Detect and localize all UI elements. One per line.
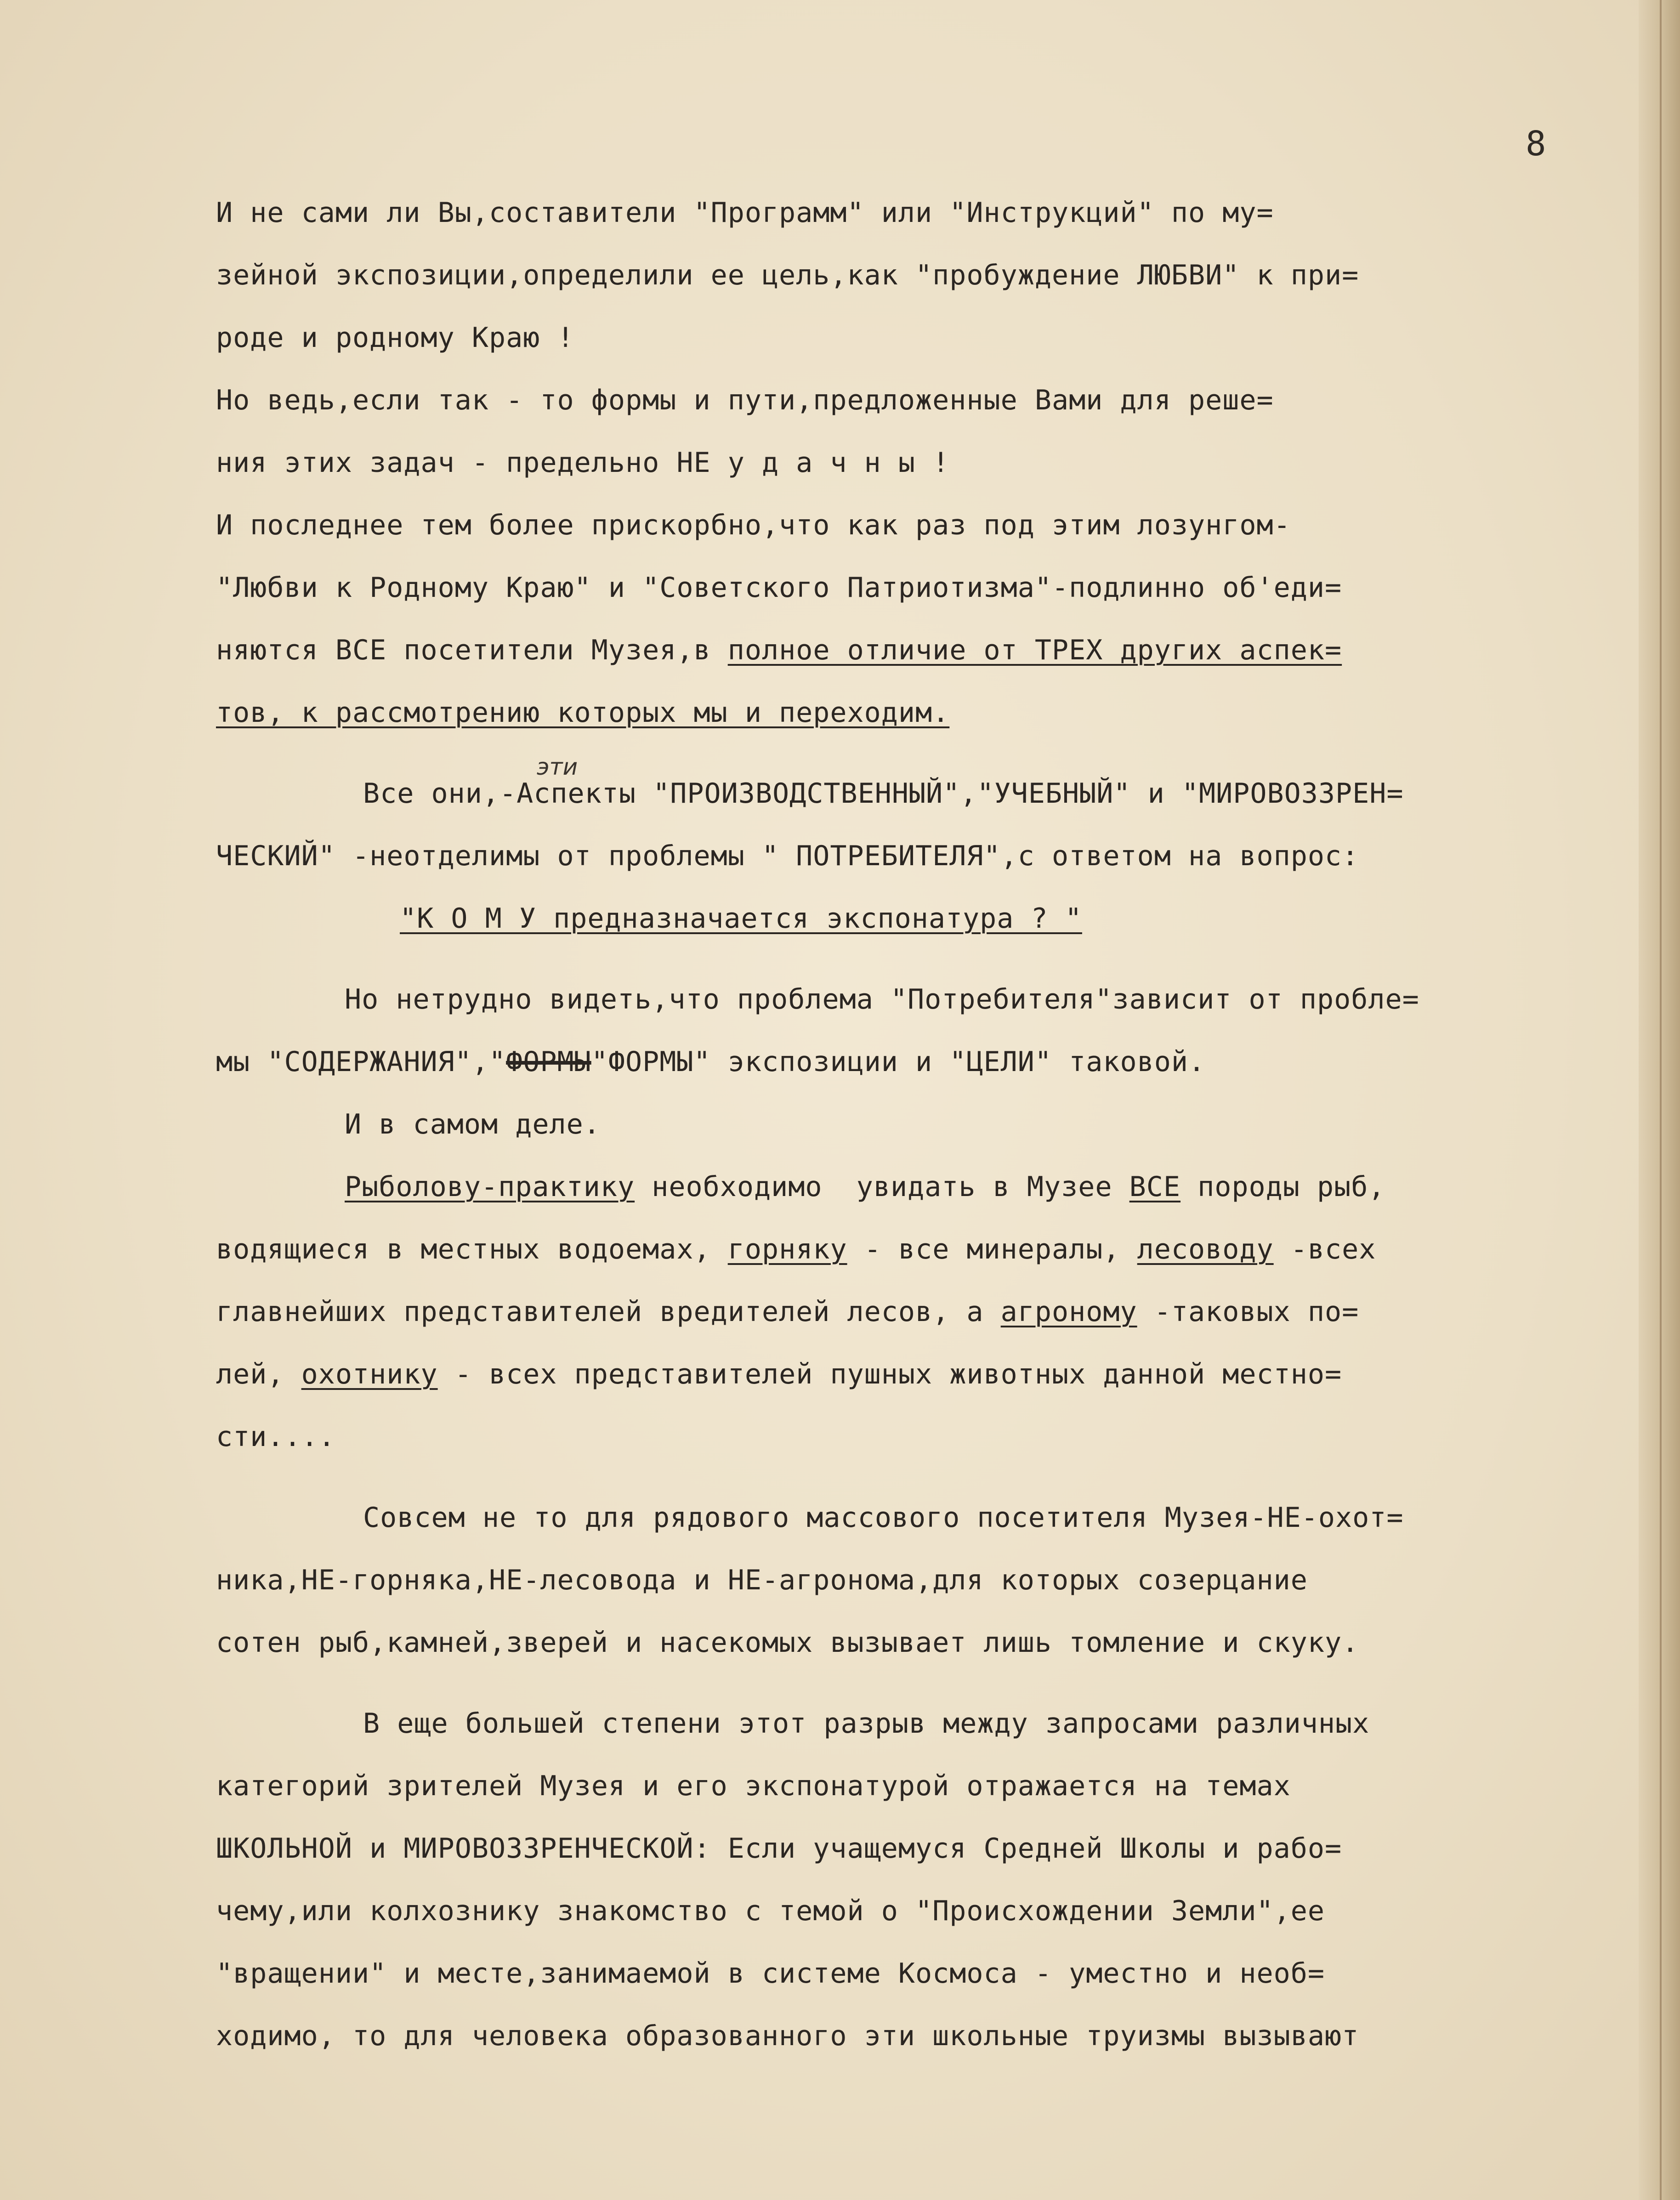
text-line xyxy=(216,619,1622,681)
text-span: -таковых по= xyxy=(1137,1296,1359,1328)
underlined-text: предназначается экспонатура ? " xyxy=(536,902,1082,935)
underlined-text: горняку xyxy=(727,1233,847,1265)
underlined-text: полное отличие от ТРЕХ других аспек= xyxy=(727,634,1342,666)
text-line: ЧЕСКИЙ" -неотделимы от проблемы " ПОТРЕБИТЕЛЯ",с ответом на вопрос: xyxy=(216,840,1359,872)
handwritten-insert: эти xyxy=(537,754,578,780)
text-line: сти.... xyxy=(216,1421,335,1453)
underlined-text: агроному xyxy=(1000,1296,1137,1328)
text-span: - всех представителей пушных животных данной местно= xyxy=(437,1358,1342,1390)
text-line xyxy=(216,1218,1622,1281)
text-span: необходимо увидать в Музее xyxy=(635,1171,1129,1203)
paragraph-gap xyxy=(216,1468,1622,1486)
text-line xyxy=(216,1343,1622,1406)
text-line xyxy=(216,1281,1622,1343)
text-line: "Любви к Родному Краю" и "Советского Патриотизма"-подлинно об'еди= xyxy=(216,572,1342,604)
text-span: "ФОРМЫ" экспозиции и "ЦЕЛИ" таковой. xyxy=(591,1046,1206,1078)
text-line: роде и родному Краю ! xyxy=(216,322,574,354)
underlined-text: Рыболову-практику xyxy=(345,1171,635,1203)
text-line: Совсем не то для рядового массового посетителя Музея-НЕ-охот= xyxy=(363,1502,1404,1534)
text-line xyxy=(216,1031,1622,1093)
text-span: водящиеся в местных водоемах, xyxy=(216,1233,728,1265)
text-span: лей, xyxy=(216,1358,301,1390)
text-line: чему,или колхознику знакомство с темой о "Происхождении Земли",ее xyxy=(216,1895,1325,1927)
paragraph-gap xyxy=(216,744,1622,762)
paragraph-gap xyxy=(216,950,1622,968)
underlined-text: "К О М У xyxy=(400,902,536,935)
typed-text xyxy=(216,181,1622,2067)
page-edge-line xyxy=(1660,0,1662,2200)
text-line: категорий зрителей Музея и его экспонатурой отражается на темах xyxy=(216,1770,1291,1802)
text-span: главнейших представителей вредителей лесов, а xyxy=(216,1296,1001,1328)
text-line xyxy=(216,1156,1622,1218)
underlined-line: тов, к рассмотрению которых мы и переходим. xyxy=(216,697,950,729)
underlined-text: ВСЕ xyxy=(1129,1171,1181,1203)
text-line: сотен рыб,камней,зверей и насекомых вызывает лишь томление и скуку. xyxy=(216,1627,1359,1659)
text-line xyxy=(216,887,1622,950)
text-span: няются ВСЕ посетители Музея,в xyxy=(216,634,728,666)
text-line: ШКОЛЬНОЙ и МИРОВОЗЗРЕНЧЕСКОЙ: Если учащемуся Средней Школы и рабо= xyxy=(216,1832,1342,1865)
text-line: И последнее тем более прискорбно,что как раз под этим лозунгом- xyxy=(216,509,1291,541)
text-line: ника,НЕ-горняка,НЕ-лесовода и НЕ-агронома,для которых созерцание xyxy=(216,1564,1308,1596)
text-line: В еще большей степени этот разрыв между запросами различных xyxy=(363,1707,1370,1740)
text-line: "вращении" и месте,занимаемой в системе Космоса - уместно и необ= xyxy=(216,1957,1325,1990)
text-line: зейной экспозиции,определили ее цель,как "пробуждение ЛЮБВИ" к при= xyxy=(216,259,1359,291)
text-span: -всех xyxy=(1273,1233,1376,1265)
text-line: Но ведь,если так - то формы и пути,предложенные Вами для реше= xyxy=(216,384,1274,416)
text-line: ходимо, то для человека образованного эти школьные труизмы вызывают xyxy=(216,2020,1359,2052)
text-line: И не сами ли Вы,составители "Программ" или "Инструкций" по му= xyxy=(216,197,1274,229)
underlined-text: лесоводу xyxy=(1137,1233,1274,1265)
page-edge xyxy=(1639,0,1680,2200)
struck-text: ФОРМЫ xyxy=(506,1046,591,1078)
page-number: 8 xyxy=(1526,124,1546,164)
text-line: Но нетрудно видеть,что проблема "Потребителя"зависит от пробле= xyxy=(345,983,1419,1015)
text-span: мы "СОДЕРЖАНИЯ"," xyxy=(216,1046,506,1078)
text-line: И в самом деле. xyxy=(345,1108,601,1140)
text-line: ния этих задач - предельно НЕ у д а ч н ы ! xyxy=(216,447,950,479)
text-span: породы рыб, xyxy=(1181,1171,1385,1203)
paragraph-gap xyxy=(216,1674,1622,1692)
text-line: Все они,-Аспекты "ПРОИЗВОДСТВЕННЫЙ","УЧЕБНЫЙ" и "МИРОВОЗЗРЕН= xyxy=(363,777,1404,810)
text-span: - все минералы, xyxy=(847,1233,1137,1265)
underlined-text: охотнику xyxy=(301,1358,438,1390)
